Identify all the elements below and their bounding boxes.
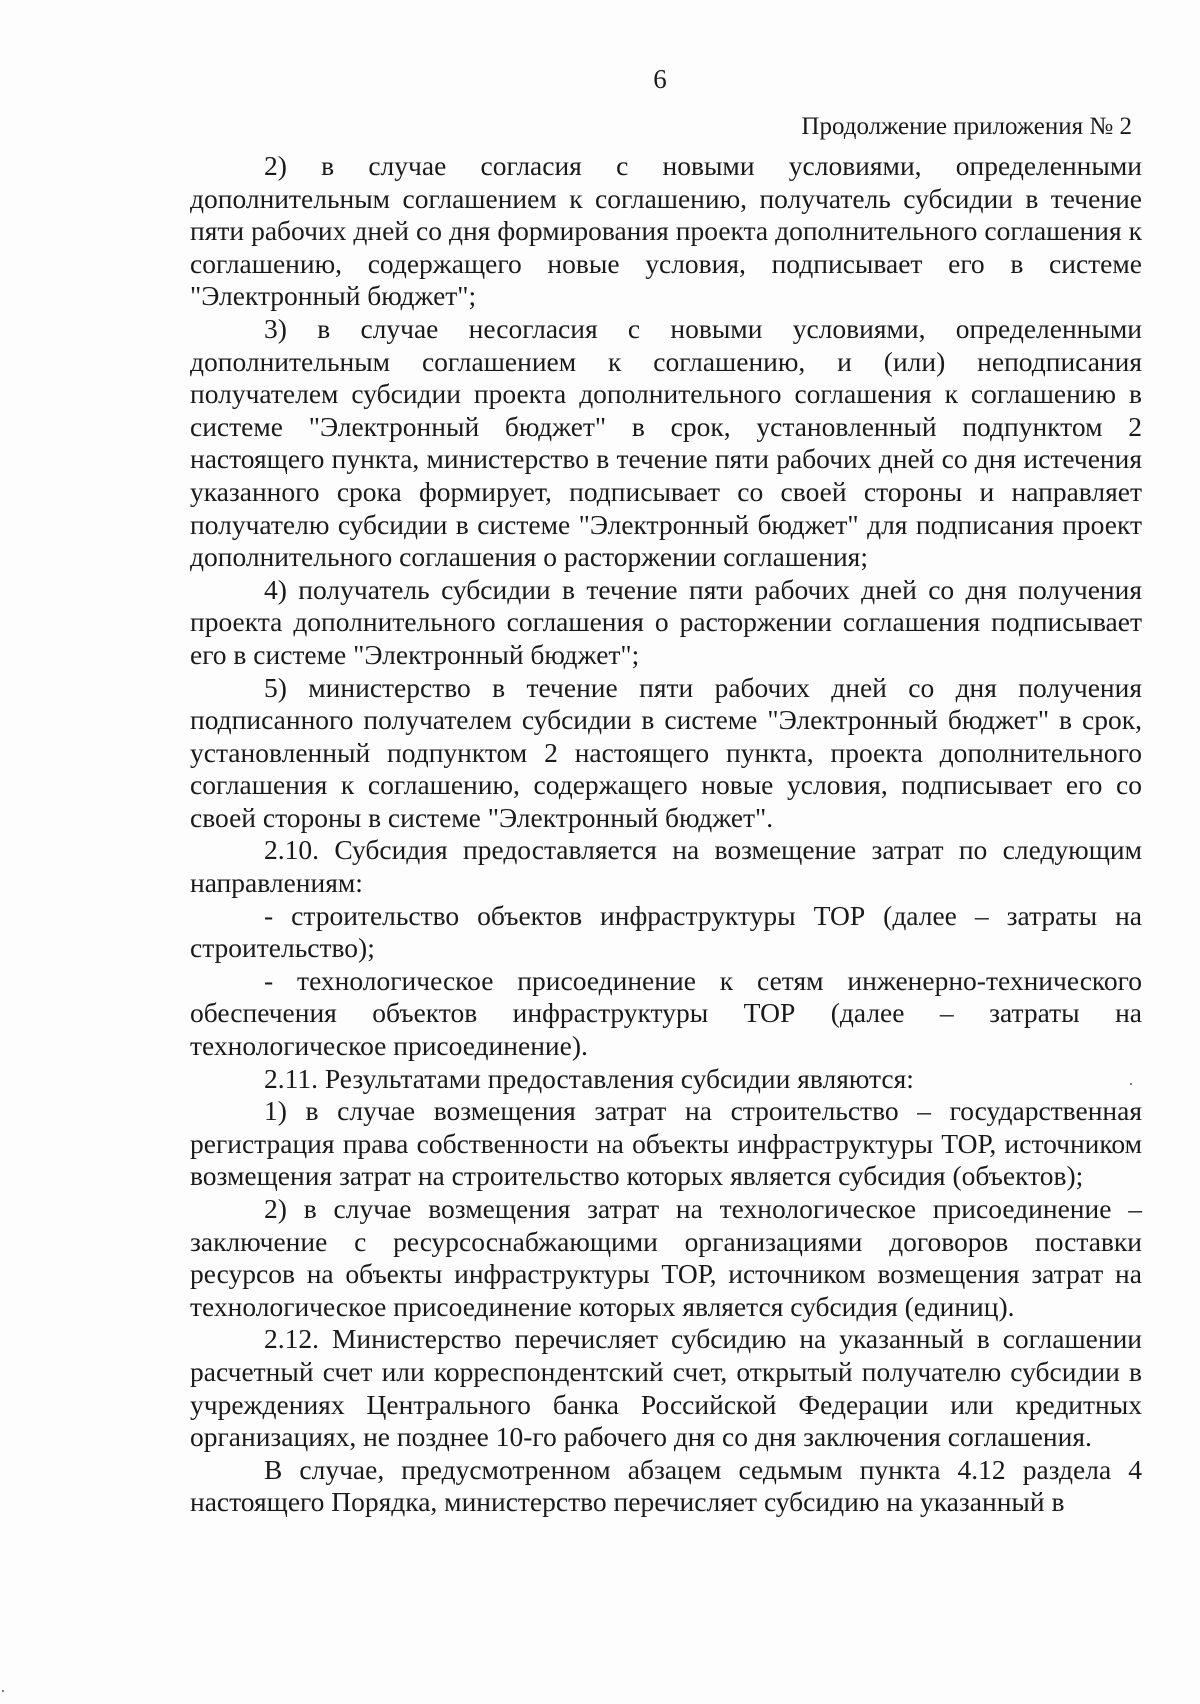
- scan-speck: [1130, 1083, 1132, 1085]
- document-body: [190, 150, 1142, 1519]
- paragraph-subitem-4: 4) получатель субсидии в течение пяти рабочих дней со дня получения проекта дополнительного соглашения о расторжении соглашения подписывает его в системе "Электронный бюджет";: [190, 573, 1142, 670]
- paragraph-subitem-2: 2) в случае согласия с новыми условиями, определенными дополнительным соглашением к соглашению, получатель субсидии в течение пяти рабочих дней со дня формирования проекта дополнительного соглашения к соглашению, содержащего новые условия, подписывает его в системе "Электронный бюджет";: [190, 150, 1142, 312]
- paragraph-subitem-3: 3) в случае несогласия с новыми условиями, определенными дополнительным соглашением к соглашению, и (или) неподписания получателем субсидии проекта дополнительного соглашения к соглашению в системе "Электронный бюджет" в срок, установленный подпунктом 2 настоящего пункта, министерство в течение пяти рабочих дней со дня истечения указанного срока формирует, подписывает со своей стороны и направляет получателю субсидии в системе "Электронный бюджет" для подписания проект дополнительного соглашения о расторжении соглашения;: [190, 312, 1142, 573]
- paragraph-construction-costs: - строительство объектов инфраструктуры ТОР (далее – затраты на строительство);: [190, 899, 1142, 964]
- paragraph-2-12: 2.12. Министерство перечисляет субсидию на указанный в соглашении расчетный счет или корреспондентский счет, открытый получателю субсидии в учреждениях Центрального банка Российской Федерации или кредитных организациях, не позднее 10-го рабочего дня со дня заключения соглашения.: [190, 1323, 1142, 1453]
- paragraph-result-1: 1) в случае возмещения затрат на строительство – государственная регистрация права собственности на объекты инфраструктуры ТОР, источником возмещения затрат на строительство которых является субсидия (объектов);: [190, 1095, 1142, 1192]
- page-number: 6: [653, 64, 667, 94]
- paragraph-subitem-5: 5) министерство в течение пяти рабочих дней со дня получения подписанного получателем субсидии в системе "Электронный бюджет" в срок, установленный подпунктом 2 настоящего пункта, проекта дополнительного соглашения к соглашению, содержащего новые условия, подписывает его со своей стороны в системе "Электронный бюджет".: [190, 671, 1142, 833]
- paragraph-result-2: 2) в случае возмещения затрат на технологическое присоединение – заключение с ресурсоснабжающими организациями договоров поставки ресурсов на объекты инфраструктуры ТОР, источником возмещения затрат на технологическое присоединение которых является субсидия (единиц).: [190, 1193, 1142, 1322]
- paragraph-2-10: 2.10. Субсидия предоставляется на возмещение затрат по следующим направлениям:: [190, 834, 1142, 899]
- appendix-continuation-label: Продолжение приложения № 2: [801, 113, 1132, 140]
- paragraph-case-4-12: В случае, предусмотренном абзацем седьмым пункта 4.12 раздела 4 настоящего Порядка, министерство перечисляет субсидию на указанный в: [190, 1453, 1142, 1518]
- scan-speck: [2, 1690, 4, 1692]
- paragraph-connection-costs: - технологическое присоединение к сетям инженерно-технического обеспечения объектов инфраструктуры ТОР (далее – затраты на технологическое присоединение).: [190, 964, 1142, 1062]
- paragraph-2-11: 2.11. Результатами предоставления субсидии являются:: [264, 1062, 914, 1094]
